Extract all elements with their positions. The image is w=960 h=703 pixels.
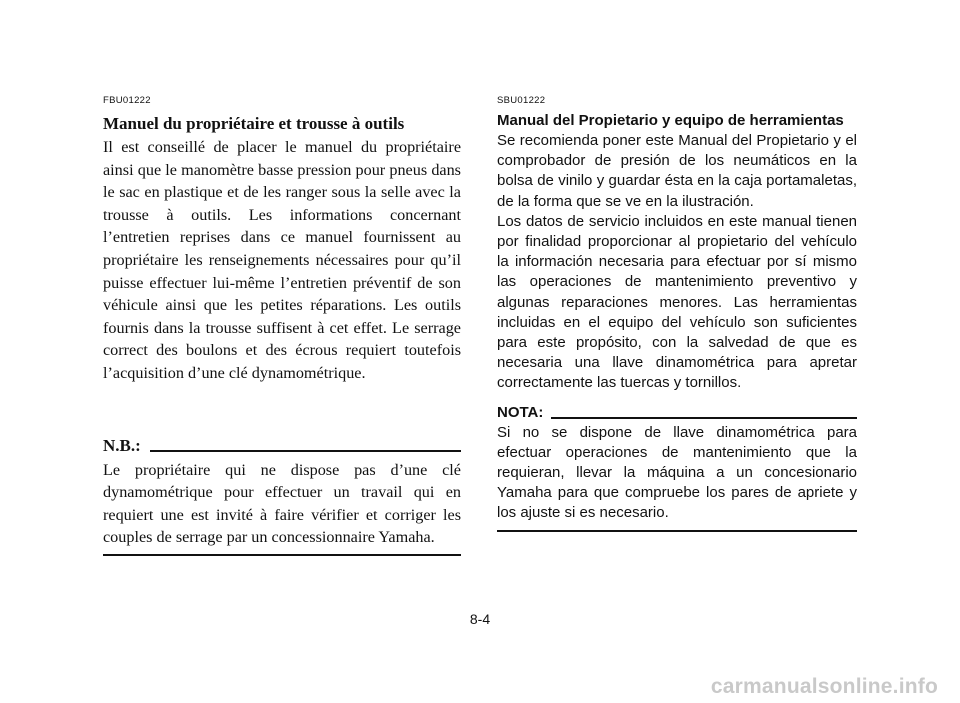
note-header (103, 435, 461, 457)
note-divider (150, 450, 461, 452)
note-label: NOTA: (497, 403, 544, 421)
note-label: N.B.: (103, 435, 141, 455)
spanish-section (497, 94, 857, 532)
section-body-paragraph-1: Se recomienda poner este Manual del Propietario y el comprobador de presión de los neumáticos en la bolsa de vinilo y guardar ésta en la caja portamaletas, de la forma que se ve en la ilustración. (497, 132, 857, 210)
note-body: Si no se dispone de llave dinamométrica para efectuar operaciones de mantenimiento que la requieran, llevar la máquina a un concesionario Yamaha para que compruebe los pares de apriete y los ajuste si es necesario. (497, 423, 857, 522)
section-body: Il est conseillé de placer le manuel du propriétaire ainsi que le manomètre basse pression pour pneus dans le sac en plastique et de les ranger sous la selle avec la trousse à outils. Les informations concernant l’entretien reprises dans ce manuel fournissent au propriétaire les renseignements nécessaires pour qu’il puisse effectuer lui-même l’entretien préventif de son véhicule ainsi que les petites réparations. Les outils fournis dans la trousse suffisent à cet effet. Le serrage correct des boulons et des écrous requiert toutefois l’acquisition d’une clé dynamométrique. (103, 138, 461, 382)
french-section (103, 94, 461, 556)
watermark: carmanualsonline.info (710, 675, 938, 698)
note-end-divider (497, 530, 857, 532)
note-header (497, 403, 857, 423)
section-code: SBU01222 (497, 95, 546, 106)
note-divider (551, 417, 857, 419)
section-body-paragraph-2: Los datos de servicio incluidos en este manual tienen por finalidad proporcionar al propietario del vehículo la información necesaria para efectuar por sí mismo las operaciones de mantenimiento preventivo y algunas reparaciones menores. Las herramientas incluidas en el equipo del vehículo son suficientes para este propósito, con la salvedad de que es necesaria una llave dinamométrica para apretar correctamente las tuercas y tornillos. (497, 212, 857, 392)
note-body: Le propriétaire qui ne dispose pas d’une clé dynamométrique pour effectuer un travail qui en requiert une est invité à faire vérifier et corriger les couples de serrage par un concessionnaire Yamaha. (103, 460, 461, 547)
page-number: 8-4 (469, 611, 491, 627)
section-title: Manual del Propietario y equipo de herramientas (497, 112, 844, 129)
section-title: Manuel du propriétaire et trousse à outils (103, 114, 405, 133)
note-end-divider (103, 554, 461, 556)
section-code: FBU01222 (103, 95, 151, 106)
